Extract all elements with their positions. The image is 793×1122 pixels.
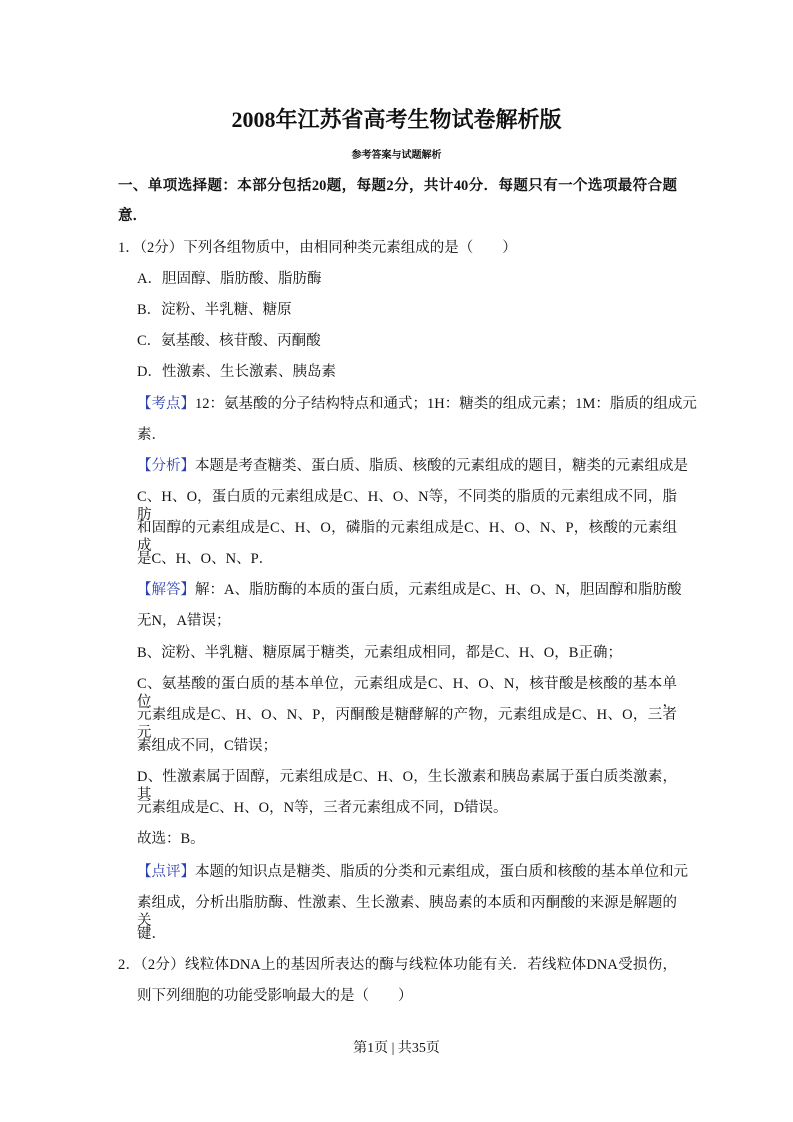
question-2-stem-cont: 则下列细胞的功能受影响最大的是（ ） <box>137 988 413 1004</box>
fenxi-text: 本题是考查糖类、蛋白质、脂质、核酸的元素组成的题目，糖类的元素组成是 <box>195 458 688 474</box>
jieda-line <box>137 581 682 599</box>
kaodian-line <box>137 395 697 413</box>
page-title: 2008年江苏省高考生物试卷解析版 <box>231 107 562 132</box>
section-heading: 一、单项选择题：本部分包括20题，每题2分，共计40分．每题只有一个选项最符合题 <box>118 178 677 194</box>
jieda-cont: D、性激素属于固醇，元素组成是C、H、O，生长激素和胰岛素属于蛋白质类激素，其 <box>137 769 677 803</box>
jieda-tag: 【解答】 <box>137 582 195 598</box>
dianping-line <box>137 863 688 881</box>
page-footer: 第1页 | 共35页 <box>353 1041 440 1056</box>
option-c: C．氨基酸、核苷酸、丙酮酸 <box>137 333 321 349</box>
option-d: D．性激素、生长激素、胰岛素 <box>137 364 336 380</box>
fenxi-cont: C、H、O，蛋白质的元素组成是C、H、O、N等，不同类的脂质的元素组成不同，脂肪 <box>137 489 677 523</box>
option-b: B．淀粉、半乳糖、糖原 <box>137 302 292 318</box>
dianping-cont: 键． <box>137 926 166 942</box>
section-heading-cont: 意． <box>118 208 147 224</box>
page-subtitle: 参考答案与试题解析 <box>351 150 442 161</box>
fenxi-cont: 和固醇的元素组成是C、H、O，磷脂的元素组成是C、H、O、N、P，核酸的元素组成 <box>137 520 677 554</box>
jieda-cont: 素组成不同，C错误； <box>137 738 278 754</box>
kaodian-tag: 【考点】 <box>137 396 195 412</box>
dianping-text: 本题的知识点是糖类、脂质的分类和元素组成，蛋白质和核酸的基本单位和元 <box>195 864 688 880</box>
option-a: A．胆固醇、脂肪酸、脂肪酶 <box>137 271 322 287</box>
fenxi-line <box>137 457 688 475</box>
question-2-stem: 2．（2分）线粒体DNA上的基因所表达的酶与线粒体功能有关．若线粒体DNA受损伤， <box>118 957 677 973</box>
kaodian-text: 12：氨基酸的分子结构特点和通式；1H：糖类的组成元素；1M：脂质的组成元 <box>195 396 697 412</box>
jieda-cont: B、淀粉、半乳糖、糖原属于糖类，元素组成相同，都是C、H、O，B正确； <box>137 645 622 661</box>
jieda-text: 解：A、脂肪酶的本质的蛋白质，元素组成是C、H、O、N，胆固醇和脂肪酸 <box>195 582 682 598</box>
jieda-cont: C、氨基酸的蛋白质的基本单位，元素组成是C、H、O、N，核苷酸是核酸的基本单位， <box>137 676 677 710</box>
fenxi-tag: 【分析】 <box>137 458 195 474</box>
jieda-cont: 元素组成是C、H、O，N等，三者元素组成不同，D错误。 <box>137 800 508 816</box>
question-1-stem: 1．（2分）下列各组物质中，由相同种类元素组成的是（ ） <box>118 240 517 256</box>
jieda-cont: 无N，A错误； <box>137 613 231 629</box>
jieda-cont: 元素组成是C、H、O、N、P，丙酮酸是糖酵解的产物，元素组成是C、H、O，三者元 <box>137 707 677 741</box>
fenxi-cont: 是C、H、O、N、P． <box>137 551 274 567</box>
dianping-tag: 【点评】 <box>137 864 195 880</box>
answer-line: 故选：B。 <box>137 831 205 847</box>
dianping-cont: 素组成，分析出脂肪酶、性激素、生长激素、胰岛素的本质和丙酮酸的来源是解题的关 <box>137 895 677 929</box>
kaodian-cont: 素． <box>137 427 166 443</box>
